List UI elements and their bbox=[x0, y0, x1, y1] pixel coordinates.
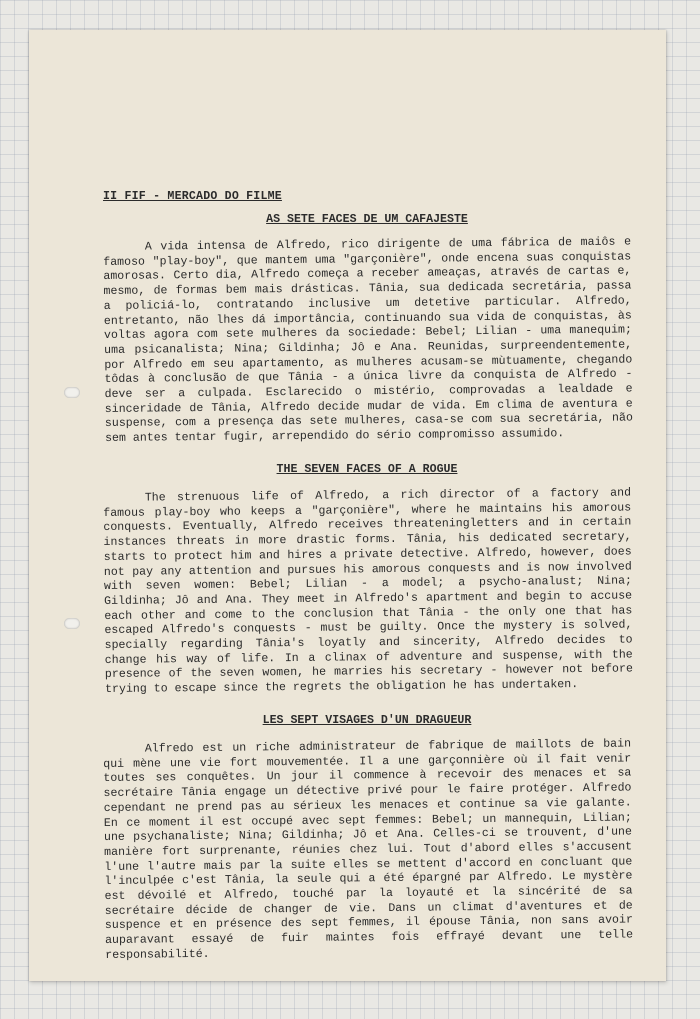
title-english: THE SEVEN FACES OF A ROGUE bbox=[276, 463, 458, 477]
punch-hole-bottom bbox=[64, 618, 80, 629]
festival-header: II FIF - MERCADO DO FILME bbox=[103, 190, 282, 203]
title-french: LES SEPT VISAGES D'UN DRAGUEUR bbox=[262, 713, 472, 727]
document-body bbox=[103, 190, 634, 979]
title-portuguese: AS SETE FACES DE UM CAFAJESTE bbox=[266, 212, 468, 226]
synopsis-english: The strenuous life of Alfredo, a rich director of a factory and famous play-boy who keeps a "garçonière", where he maintains his amorous conquests. Eventually, Alfredo receives threateningletters and in certain instances threats in more drastic forms. Tânia, his dedicated secretary, starts to protect him and hires a private detective. Alfredo, however, does not pay any attention and pursues his amorous conquests and is now involved with seven women: Bebel; Lilian - a model; a psycho-analust; Nina; Gildinha; Jô and Ana. They meet in Alfredo's apartment and begin to accuse each other and come to the conclusion that Tânia - the only one that has escaped Alfredo's conquests - must be guilty. Once the mystery is solved, specially regarding Tânia's loyatly and sincerity, Alfredo decides to change his way of life. In a clinax of adventure and suspense, with the presence of the seven women, he marries his secretary - however not before trying to escape since the regrets the obligation he has undertaken. bbox=[103, 486, 633, 697]
punch-hole-top bbox=[64, 387, 80, 398]
section-english bbox=[103, 463, 631, 698]
synopsis-portuguese: A vida intensa de Alfredo, rico dirigente de uma fábrica de maiôs e famoso "play-boy", que mantem uma "garçonière", onde encena suas conquistas amorosas. Certo dia, Alfredo começa a receber ameaças, através de cartas e, mesmo, de formas bem mais drásticas. Tânia, sua dedicada secretária, passa a policiá-lo, contratando inclusive um detetive particular. Alfredo, entretanto, não lhes dá importância, continuando sua vida de conquistas, às voltas agora com sete mulheres da sociedade: Bebel; Lilian - uma manequim; uma psicanalista; Nina; Gildinha; Jô e Ana. Reunidas, surpreendentemente, por Alfredo em seu apartamento, as mulheres acusam-se mùtuamente, chegando tôdas à conclusão de que Tânia - a única livre da conquista de Alfredo - deve ser a culpada. Esclarecido o mistério, comprovadas a lealdade e sinceridade de Tânia, Alfredo decide mudar de vida. Em clima de aventura e suspense, com a presença das sete mulheres, casa-se com sua secretária, não sem antes tentar fugir, arrependido do sério compromisso assumido. bbox=[103, 235, 633, 446]
section-portuguese bbox=[103, 213, 631, 448]
section-french bbox=[103, 713, 634, 963]
synopsis-french: Alfredo est un riche administrateur de fabrique de maillots de bain qui mène une vie fort mouvementée. Il a une garçonnière où il fait venir toutes ses conquêtes. Un jour il commence à recevoir des menaces et sa secrétaire Tânia engage un détective privé pour le faire protéger. Alfredo cependant ne prend pas au sérieux les menaces et continue sa vie galante. En ce moment il est occupé avec sept femmes: Bebel; un mannequin, Lilian; une psychanaliste; Nina; Gildinha; Jô et Ana. Celles-ci se trouvent, d'une manière fort surprenante, réunies chez lui. Tout d'abord elles s'accusent l'une l'autre mais par la suite elles se mettent d'accord en concluant que l'inculpée c'est Tânia, la seule qui a été épargné par Alfredo. Le mystère est dévoilé et Alfredo, touché par la loyauté et la sincérité de sa secrétaire décide de changer de vie. Dans un climat d'aventures et de suspence et en présence des sept femmes, il épouse Tânia, non sans avoir auparavant essayé de fuir maintes fois effrayé devant une telle responsabilité. bbox=[103, 736, 634, 962]
